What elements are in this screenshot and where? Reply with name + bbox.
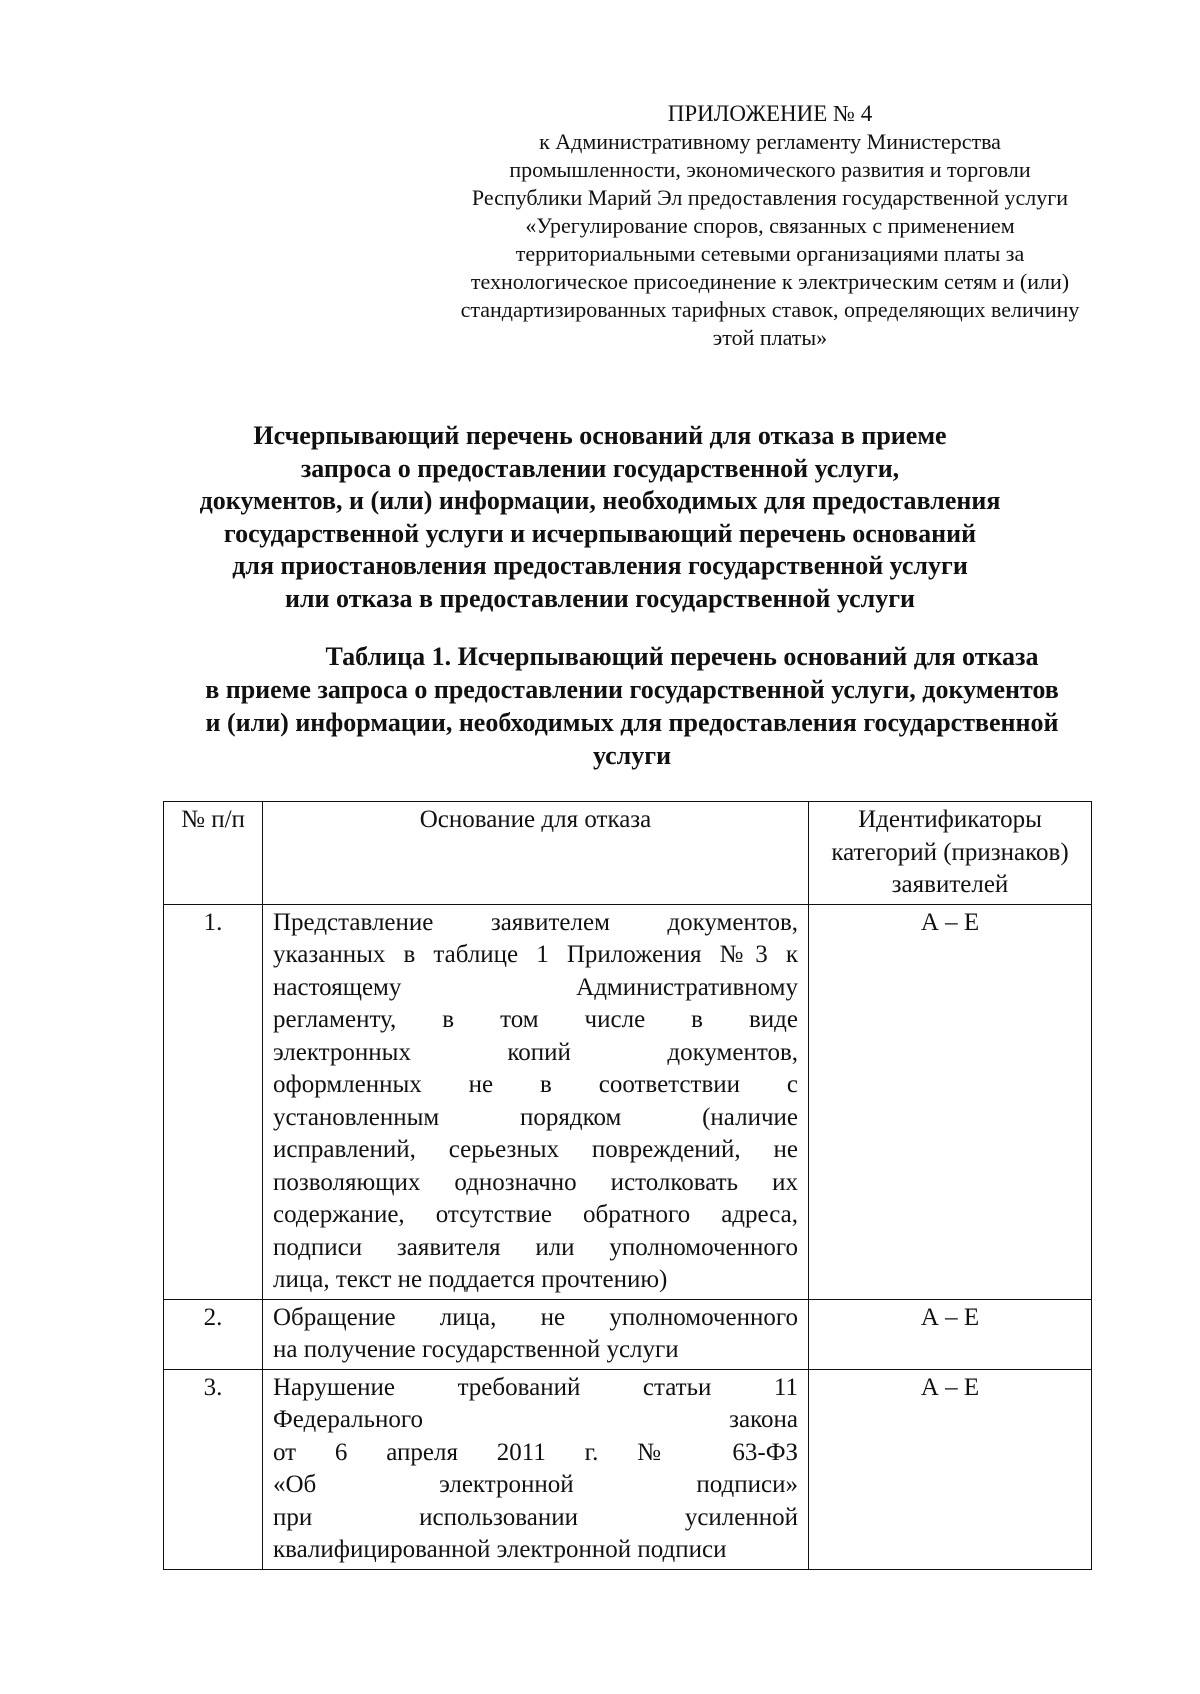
- row-reason: [263, 1369, 809, 1569]
- caption-line: услуги: [592, 741, 672, 770]
- table-row: [164, 904, 1092, 1299]
- reason-line: позволяющих однозначно истолковать их: [273, 1168, 798, 1196]
- title-line: государственной услуги и исчерпывающий перечень оснований: [223, 518, 977, 548]
- reason-line: настоящему Административному: [273, 973, 798, 1001]
- row-identifiers: А – Е: [809, 904, 1092, 1299]
- table-row: [164, 1369, 1092, 1569]
- reason-line: содержание, отсутствие обратного адреса,: [273, 1201, 798, 1228]
- row-number: 1.: [164, 904, 263, 1299]
- table-caption: [150, 640, 1114, 772]
- reason-line: лица, текст не поддается прочтению): [273, 1266, 668, 1293]
- caption-line: Таблица 1. Исчерпывающий перечень оснований для отказа: [325, 642, 1039, 671]
- appendix-line: технологическое присоединение к электрическим сетям и (или): [470, 269, 1070, 294]
- appendix-line: «Урегулирование споров, связанных с применением: [525, 213, 1015, 238]
- caption-line: в приеме запроса о предоставлении государственной услуги, документов: [205, 675, 1059, 704]
- title-line: запроса о предоставлении государственной услуги,: [300, 453, 900, 483]
- reason-line: электронных копий документов,: [273, 1038, 798, 1066]
- title-line: для приостановления предоставления государственной услуги: [232, 551, 968, 580]
- reason-line: на получение государственной услуги: [273, 1336, 679, 1363]
- refusal-grounds-table: [163, 801, 1092, 1570]
- reason-line: при использовании усиленной: [273, 1503, 798, 1531]
- appendix-line: территориальными сетевыми организациями платы за: [515, 241, 1025, 266]
- appendix-line: к Административному регламенту Министерства: [539, 129, 1001, 154]
- header-identifiers-line: категорий (признаков): [831, 838, 1069, 866]
- header-reason: [263, 802, 809, 905]
- caption-line: и (или) информации, необходимых для предоставления государственной: [205, 708, 1059, 737]
- appendix-line: этой платы»: [712, 325, 828, 350]
- title-line: или отказа в предоставлении государственной услуги: [284, 583, 916, 613]
- row-number: 3.: [164, 1369, 263, 1569]
- reason-line: Нарушение требований статьи 11: [273, 1373, 798, 1401]
- table-row: [164, 1299, 1092, 1369]
- header-identifiers-line: Идентификаторы: [858, 806, 1042, 833]
- row-reason: [263, 904, 809, 1299]
- reason-line: «Об электронной подписи»: [273, 1471, 798, 1498]
- reason-line: указанных в таблице 1 Приложения №3 к: [273, 941, 798, 968]
- table-header-row: [164, 802, 1092, 905]
- appendix-line: промышленности, экономического развития и торговли: [509, 157, 1031, 182]
- title-line: Исчерпывающий перечень оснований для отказа в приеме: [253, 421, 947, 450]
- row-identifiers: А – Е: [809, 1369, 1092, 1569]
- reason-line: исправлений, серьезных повреждений, не: [273, 1136, 798, 1163]
- appendix-header: [425, 100, 1115, 352]
- reason-line: Представление заявителем документов,: [273, 908, 798, 936]
- appendix-number: ПРИЛОЖЕНИЕ № 4: [667, 101, 873, 126]
- document-title: [150, 420, 1050, 615]
- appendix-line: стандартизированных тарифных ставок, определяющих величину: [460, 297, 1080, 322]
- header-number-label: № п/п: [181, 806, 245, 833]
- reason-line: от 6 апреля 2011 г. № 63-ФЗ: [273, 1438, 798, 1466]
- header-number: [164, 802, 263, 905]
- row-identifiers: А – Е: [809, 1299, 1092, 1369]
- reason-line: квалифицированной электронной подписи: [273, 1536, 727, 1563]
- reason-line: подписи заявителя или уполномоченного: [273, 1233, 798, 1261]
- header-reason-label: Основание для отказа: [419, 806, 652, 833]
- title-line: документов, и (или) информации, необходимых для предоставления: [199, 486, 1001, 515]
- reason-line: Федерального закона: [273, 1406, 798, 1433]
- appendix-line: Республики Марий Эл предоставления государственной услуги: [471, 185, 1069, 210]
- row-reason: [263, 1299, 809, 1369]
- header-identifiers: [809, 802, 1092, 905]
- reason-line: оформленных не в соответствии с: [273, 1071, 798, 1098]
- reason-line: регламенту, в том числе в виде: [273, 1006, 798, 1033]
- reason-line: Обращение лица, не уполномоченного: [273, 1303, 798, 1331]
- header-identifiers-line: заявителей: [891, 871, 1009, 898]
- reason-line: установленным порядком (наличие: [273, 1103, 798, 1131]
- row-number: 2.: [164, 1299, 263, 1369]
